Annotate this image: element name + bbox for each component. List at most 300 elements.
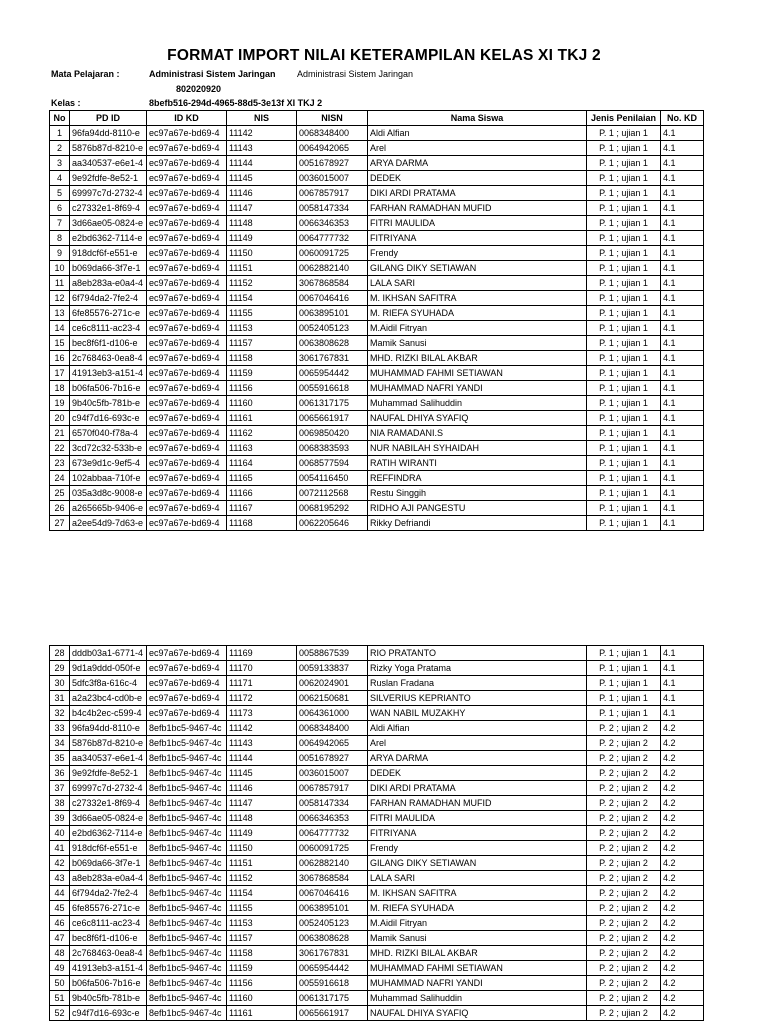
jenis-penilaian-cell: P. 2 ; ujian 2 <box>587 721 661 736</box>
row-number: 26 <box>50 501 70 516</box>
no-kd-cell: 4.2 <box>661 1006 704 1021</box>
nis-cell: 11153 <box>227 916 297 931</box>
mapel-code: 802020920 <box>176 84 222 94</box>
header-jenis-penilaian: Jenis Penilaian <box>587 111 661 126</box>
jenis-penilaian-cell: P. 1 ; ujian 1 <box>587 441 661 456</box>
pd-id-cell: e2bd6362-7114-e <box>70 231 147 246</box>
jenis-penilaian-cell: P. 1 ; ujian 1 <box>587 381 661 396</box>
jenis-penilaian-cell: P. 1 ; ujian 1 <box>587 411 661 426</box>
table-row <box>50 426 704 441</box>
nisn-cell: 3061767831 <box>297 946 368 961</box>
nisn-cell: 0036015007 <box>297 171 368 186</box>
no-kd-cell: 4.1 <box>661 216 704 231</box>
nis-cell: 11160 <box>227 991 297 1006</box>
nisn-cell: 0067857917 <box>297 186 368 201</box>
nama-siswa-cell: LALA SARI <box>368 276 587 291</box>
id-kd-cell: ec97a67e-bd69-4 <box>147 646 227 661</box>
nama-siswa-cell: MUHAMMAD FAHMI SETIAWAN <box>368 366 587 381</box>
jenis-penilaian-cell: P. 1 ; ujian 1 <box>587 156 661 171</box>
id-kd-cell: ec97a67e-bd69-4 <box>147 516 227 531</box>
table-row <box>50 156 704 171</box>
header-nama-siswa: Nama Siswa <box>368 111 587 126</box>
nama-siswa-cell: FITRI MAULIDA <box>368 811 587 826</box>
pd-id-cell: c27332e1-8f69-4 <box>70 201 147 216</box>
nama-siswa-cell: M.Aidil Fitryan <box>368 321 587 336</box>
pd-id-cell: 5dfc3f8a-616c-4 <box>70 676 147 691</box>
no-kd-cell: 4.2 <box>661 931 704 946</box>
header-nis: NIS <box>227 111 297 126</box>
nama-siswa-cell: REFFINDRA <box>368 471 587 486</box>
no-kd-cell: 4.1 <box>661 261 704 276</box>
pd-id-cell: 673e9d1c-9ef5-4 <box>70 456 147 471</box>
nis-cell: 11147 <box>227 201 297 216</box>
pd-id-cell: bec8f6f1-d106-e <box>70 931 147 946</box>
row-number: 41 <box>50 841 70 856</box>
row-number: 20 <box>50 411 70 426</box>
table-row <box>50 841 704 856</box>
nisn-cell: 0064942065 <box>297 736 368 751</box>
jenis-penilaian-cell: P. 1 ; ujian 1 <box>587 456 661 471</box>
pd-id-cell: c94f7d16-693c-e <box>70 411 147 426</box>
row-number: 9 <box>50 246 70 261</box>
jenis-penilaian-cell: P. 2 ; ujian 2 <box>587 976 661 991</box>
id-kd-cell: 8efb1bc5-9467-4c <box>147 991 227 1006</box>
id-kd-cell: 8efb1bc5-9467-4c <box>147 826 227 841</box>
jenis-penilaian-cell: P. 1 ; ujian 1 <box>587 186 661 201</box>
no-kd-cell: 4.1 <box>661 486 704 501</box>
table-row <box>50 276 704 291</box>
id-kd-cell: ec97a67e-bd69-4 <box>147 706 227 721</box>
nisn-cell: 0063895101 <box>297 901 368 916</box>
nisn-cell: 0062882140 <box>297 261 368 276</box>
table-row <box>50 931 704 946</box>
pd-id-cell: a8eb283a-e0a4-4 <box>70 276 147 291</box>
nis-cell: 11147 <box>227 796 297 811</box>
row-number: 3 <box>50 156 70 171</box>
id-kd-cell: ec97a67e-bd69-4 <box>147 456 227 471</box>
no-kd-cell: 4.2 <box>661 976 704 991</box>
row-number: 43 <box>50 871 70 886</box>
nama-siswa-cell: MUHAMMAD NAFRI YANDI <box>368 976 587 991</box>
no-kd-cell: 4.1 <box>661 411 704 426</box>
table-row <box>50 706 704 721</box>
nis-cell: 11162 <box>227 426 297 441</box>
nama-siswa-cell: DEDEK <box>368 766 587 781</box>
nis-cell: 11155 <box>227 901 297 916</box>
no-kd-cell: 4.1 <box>661 366 704 381</box>
row-number: 35 <box>50 751 70 766</box>
id-kd-cell: ec97a67e-bd69-4 <box>147 691 227 706</box>
jenis-penilaian-cell: P. 1 ; ujian 1 <box>587 306 661 321</box>
header-no-kd: No. KD <box>661 111 704 126</box>
nama-siswa-cell: Muhammad Salihuddin <box>368 991 587 1006</box>
nama-siswa-cell: Rikky Defriandi <box>368 516 587 531</box>
id-kd-cell: ec97a67e-bd69-4 <box>147 231 227 246</box>
jenis-penilaian-cell: P. 1 ; ujian 1 <box>587 501 661 516</box>
row-number: 4 <box>50 171 70 186</box>
nama-siswa-cell: RIDHO AJI PANGESTU <box>368 501 587 516</box>
row-number: 19 <box>50 396 70 411</box>
table-row <box>50 976 704 991</box>
no-kd-cell: 4.2 <box>661 721 704 736</box>
nama-siswa-cell: Rizky Yoga Pratama <box>368 661 587 676</box>
pd-id-cell: 9b40c5fb-781b-e <box>70 991 147 1006</box>
id-kd-cell: 8efb1bc5-9467-4c <box>147 841 227 856</box>
table-row <box>50 396 704 411</box>
row-number: 25 <box>50 486 70 501</box>
pd-id-cell: a8eb283a-e0a4-4 <box>70 871 147 886</box>
row-number: 22 <box>50 441 70 456</box>
nisn-cell: 0062882140 <box>297 856 368 871</box>
nis-cell: 11154 <box>227 291 297 306</box>
id-kd-cell: ec97a67e-bd69-4 <box>147 141 227 156</box>
nama-siswa-cell: Restu Singgih <box>368 486 587 501</box>
no-kd-cell: 4.1 <box>661 306 704 321</box>
jenis-penilaian-cell: P. 2 ; ujian 2 <box>587 961 661 976</box>
nis-cell: 11166 <box>227 486 297 501</box>
nis-cell: 11144 <box>227 751 297 766</box>
nisn-cell: 0062024901 <box>297 676 368 691</box>
table-row <box>50 336 704 351</box>
row-number: 5 <box>50 186 70 201</box>
nis-cell: 11143 <box>227 736 297 751</box>
table-row <box>50 291 704 306</box>
no-kd-cell: 4.1 <box>661 231 704 246</box>
nisn-cell: 0064777732 <box>297 826 368 841</box>
pd-id-cell: b06fa506-7b16-e <box>70 976 147 991</box>
nis-cell: 11154 <box>227 886 297 901</box>
no-kd-cell: 4.1 <box>661 156 704 171</box>
table-row <box>50 856 704 871</box>
nisn-cell: 0065661917 <box>297 411 368 426</box>
row-number: 12 <box>50 291 70 306</box>
no-kd-cell: 4.1 <box>661 351 704 366</box>
pd-id-cell: 3cd72c32-533b-e <box>70 441 147 456</box>
pd-id-cell: 3d66ae05-0824-e <box>70 216 147 231</box>
id-kd-cell: ec97a67e-bd69-4 <box>147 216 227 231</box>
row-number: 50 <box>50 976 70 991</box>
nama-siswa-cell: M. IKHSAN SAFITRA <box>368 886 587 901</box>
jenis-penilaian-cell: P. 1 ; ujian 1 <box>587 676 661 691</box>
nama-siswa-cell: NAUFAL DHIYA SYAFIQ <box>368 1006 587 1021</box>
pd-id-cell: 035a3d8c-9008-e <box>70 486 147 501</box>
nis-cell: 11159 <box>227 366 297 381</box>
nama-siswa-cell: M. IKHSAN SAFITRA <box>368 291 587 306</box>
jenis-penilaian-cell: P. 1 ; ujian 1 <box>587 261 661 276</box>
nama-siswa-cell: FITRIYANA <box>368 231 587 246</box>
nis-cell: 11150 <box>227 246 297 261</box>
nis-cell: 11158 <box>227 351 297 366</box>
row-number: 2 <box>50 141 70 156</box>
table-header-row <box>50 111 704 126</box>
row-number: 6 <box>50 201 70 216</box>
pd-id-cell: e2bd6362-7114-e <box>70 826 147 841</box>
nis-cell: 11161 <box>227 1006 297 1021</box>
row-number: 44 <box>50 886 70 901</box>
nisn-cell: 0058147334 <box>297 796 368 811</box>
no-kd-cell: 4.1 <box>661 706 704 721</box>
pd-id-cell: b4c4b2ec-c599-4 <box>70 706 147 721</box>
table-row <box>50 811 704 826</box>
kelas-value: 8befb516-294d-4965-88d5-3e13f XI TKJ 2 <box>149 98 323 108</box>
no-kd-cell: 4.2 <box>661 766 704 781</box>
id-kd-cell: 8efb1bc5-9467-4c <box>147 736 227 751</box>
nis-cell: 11144 <box>227 156 297 171</box>
id-kd-cell: 8efb1bc5-9467-4c <box>147 766 227 781</box>
table-row <box>50 886 704 901</box>
table-row <box>50 871 704 886</box>
nama-siswa-cell: GILANG DIKY SETIAWAN <box>368 261 587 276</box>
nisn-cell: 0062150681 <box>297 691 368 706</box>
nisn-cell: 0036015007 <box>297 766 368 781</box>
nama-siswa-cell: Aldi Alfian <box>368 126 587 141</box>
table-row <box>50 516 704 531</box>
table-row <box>50 486 704 501</box>
table-row <box>50 961 704 976</box>
jenis-penilaian-cell: P. 2 ; ujian 2 <box>587 781 661 796</box>
nama-siswa-cell: FARHAN RAMADHAN MUFID <box>368 201 587 216</box>
no-kd-cell: 4.2 <box>661 841 704 856</box>
nis-cell: 11169 <box>227 646 297 661</box>
table-row <box>50 306 704 321</box>
nama-siswa-cell: MUHAMMAD FAHMI SETIAWAN <box>368 961 587 976</box>
pd-id-cell: 3d66ae05-0824-e <box>70 811 147 826</box>
nama-siswa-cell: Muhammad Salihuddin <box>368 396 587 411</box>
nama-siswa-cell: Arel <box>368 736 587 751</box>
nisn-cell: 0055916618 <box>297 381 368 396</box>
table-row <box>50 721 704 736</box>
nis-cell: 11156 <box>227 976 297 991</box>
jenis-penilaian-cell: P. 1 ; ujian 1 <box>587 291 661 306</box>
no-kd-cell: 4.2 <box>661 796 704 811</box>
id-kd-cell: ec97a67e-bd69-4 <box>147 471 227 486</box>
no-kd-cell: 4.2 <box>661 751 704 766</box>
nis-cell: 11161 <box>227 411 297 426</box>
row-number: 21 <box>50 426 70 441</box>
id-kd-cell: 8efb1bc5-9467-4c <box>147 976 227 991</box>
no-kd-cell: 4.1 <box>661 426 704 441</box>
table-row <box>50 991 704 1006</box>
nama-siswa-cell: DIKI ARDI PRATAMA <box>368 186 587 201</box>
nama-siswa-cell: MHD. RIZKI BILAL AKBAR <box>368 351 587 366</box>
jenis-penilaian-cell: P. 1 ; ujian 1 <box>587 471 661 486</box>
nisn-cell: 0063895101 <box>297 306 368 321</box>
pd-id-cell: 69997c7d-2732-4 <box>70 186 147 201</box>
row-number: 15 <box>50 336 70 351</box>
pd-id-cell: 5876b87d-8210-e <box>70 141 147 156</box>
id-kd-cell: ec97a67e-bd69-4 <box>147 126 227 141</box>
nama-siswa-cell: FARHAN RAMADHAN MUFID <box>368 796 587 811</box>
table-row <box>50 826 704 841</box>
nisn-cell: 3061767831 <box>297 351 368 366</box>
row-number: 27 <box>50 516 70 531</box>
id-kd-cell: 8efb1bc5-9467-4c <box>147 931 227 946</box>
jenis-penilaian-cell: P. 2 ; ujian 2 <box>587 736 661 751</box>
nama-siswa-cell: DIKI ARDI PRATAMA <box>368 781 587 796</box>
pd-id-cell: ce6c8111-ac23-4 <box>70 916 147 931</box>
mapel-label: Mata Pelajaran : <box>51 69 120 79</box>
no-kd-cell: 4.1 <box>661 501 704 516</box>
no-kd-cell: 4.1 <box>661 441 704 456</box>
id-kd-cell: 8efb1bc5-9467-4c <box>147 1006 227 1021</box>
nisn-cell: 0068383593 <box>297 441 368 456</box>
nama-siswa-cell: NUR NABILAH SYHAIDAH <box>368 441 587 456</box>
no-kd-cell: 4.1 <box>661 276 704 291</box>
nisn-cell: 0065661917 <box>297 1006 368 1021</box>
nis-cell: 11142 <box>227 126 297 141</box>
row-number: 10 <box>50 261 70 276</box>
id-kd-cell: ec97a67e-bd69-4 <box>147 321 227 336</box>
nisn-cell: 0059133837 <box>297 661 368 676</box>
nisn-cell: 0052405123 <box>297 321 368 336</box>
id-kd-cell: 8efb1bc5-9467-4c <box>147 811 227 826</box>
row-number: 24 <box>50 471 70 486</box>
nisn-cell: 3067868584 <box>297 871 368 886</box>
jenis-penilaian-cell: P. 1 ; ujian 1 <box>587 366 661 381</box>
pd-id-cell: 918dcf6f-e551-e <box>70 246 147 261</box>
nis-cell: 11146 <box>227 781 297 796</box>
id-kd-cell: ec97a67e-bd69-4 <box>147 336 227 351</box>
id-kd-cell: ec97a67e-bd69-4 <box>147 441 227 456</box>
nisn-cell: 0067046416 <box>297 886 368 901</box>
no-kd-cell: 4.2 <box>661 886 704 901</box>
pd-id-cell: a2ee54d9-7d63-e <box>70 516 147 531</box>
table-row <box>50 736 704 751</box>
header-no: No <box>50 111 70 126</box>
jenis-penilaian-cell: P. 1 ; ujian 1 <box>587 646 661 661</box>
row-number: 34 <box>50 736 70 751</box>
no-kd-cell: 4.2 <box>661 856 704 871</box>
jenis-penilaian-cell: P. 2 ; ujian 2 <box>587 841 661 856</box>
pd-id-cell: b06fa506-7b16-e <box>70 381 147 396</box>
no-kd-cell: 4.2 <box>661 811 704 826</box>
nis-cell: 11157 <box>227 336 297 351</box>
nis-cell: 11146 <box>227 186 297 201</box>
row-number: 16 <box>50 351 70 366</box>
header-id-kd: ID KD <box>147 111 227 126</box>
jenis-penilaian-cell: P. 2 ; ujian 2 <box>587 751 661 766</box>
jenis-penilaian-cell: P. 1 ; ujian 1 <box>587 706 661 721</box>
nis-cell: 11152 <box>227 276 297 291</box>
mapel-value-2: Administrasi Sistem Jaringan <box>297 69 414 79</box>
nis-cell: 11151 <box>227 261 297 276</box>
id-kd-cell: ec97a67e-bd69-4 <box>147 486 227 501</box>
nisn-cell: 0060091725 <box>297 841 368 856</box>
pd-id-cell: 5876b87d-8210-e <box>70 736 147 751</box>
nis-cell: 11167 <box>227 501 297 516</box>
pd-id-cell: 6f794da2-7fe2-4 <box>70 291 147 306</box>
row-number: 28 <box>50 646 70 661</box>
pd-id-cell: a265665b-9406-e <box>70 501 147 516</box>
row-number: 48 <box>50 946 70 961</box>
jenis-penilaian-cell: P. 1 ; ujian 1 <box>587 201 661 216</box>
nisn-cell: 0062205646 <box>297 516 368 531</box>
jenis-penilaian-cell: P. 1 ; ujian 1 <box>587 231 661 246</box>
table-row <box>50 351 704 366</box>
no-kd-cell: 4.1 <box>661 126 704 141</box>
row-number: 31 <box>50 691 70 706</box>
grade-table-2 <box>49 645 704 1021</box>
row-number: 42 <box>50 856 70 871</box>
nis-cell: 11173 <box>227 706 297 721</box>
jenis-penilaian-cell: P. 1 ; ujian 1 <box>587 691 661 706</box>
jenis-penilaian-cell: P. 1 ; ujian 1 <box>587 141 661 156</box>
pd-id-cell: dddb03a1-6771-4 <box>70 646 147 661</box>
nis-cell: 11151 <box>227 856 297 871</box>
nisn-cell: 0051678927 <box>297 751 368 766</box>
table-row <box>50 766 704 781</box>
nisn-cell: 0058867539 <box>297 646 368 661</box>
id-kd-cell: ec97a67e-bd69-4 <box>147 501 227 516</box>
nama-siswa-cell: RATIH WIRANTI <box>368 456 587 471</box>
no-kd-cell: 4.1 <box>661 291 704 306</box>
nis-cell: 11143 <box>227 141 297 156</box>
table-row <box>50 141 704 156</box>
jenis-penilaian-cell: P. 1 ; ujian 1 <box>587 126 661 141</box>
id-kd-cell: 8efb1bc5-9467-4c <box>147 916 227 931</box>
nis-cell: 11158 <box>227 946 297 961</box>
row-number: 37 <box>50 781 70 796</box>
row-number: 40 <box>50 826 70 841</box>
jenis-penilaian-cell: P. 1 ; ujian 1 <box>587 396 661 411</box>
pd-id-cell: c27332e1-8f69-4 <box>70 796 147 811</box>
table-row <box>50 411 704 426</box>
pd-id-cell: 102abbaa-710f-e <box>70 471 147 486</box>
row-number: 45 <box>50 901 70 916</box>
no-kd-cell: 4.1 <box>661 141 704 156</box>
id-kd-cell: 8efb1bc5-9467-4c <box>147 751 227 766</box>
no-kd-cell: 4.2 <box>661 901 704 916</box>
header-nisn: NISN <box>297 111 368 126</box>
id-kd-cell: ec97a67e-bd69-4 <box>147 426 227 441</box>
table-row <box>50 246 704 261</box>
row-number: 23 <box>50 456 70 471</box>
table-row <box>50 231 704 246</box>
nisn-cell: 0063808628 <box>297 336 368 351</box>
nisn-cell: 0072112568 <box>297 486 368 501</box>
nama-siswa-cell: NAUFAL DHIYA SYAFIQ <box>368 411 587 426</box>
nisn-cell: 3067868584 <box>297 276 368 291</box>
row-number: 14 <box>50 321 70 336</box>
id-kd-cell: 8efb1bc5-9467-4c <box>147 781 227 796</box>
pd-id-cell: b069da66-3f7e-1 <box>70 856 147 871</box>
table-row <box>50 946 704 961</box>
nama-siswa-cell: WAN NABIL MUZAKHY <box>368 706 587 721</box>
table-row <box>50 691 704 706</box>
jenis-penilaian-cell: P. 1 ; ujian 1 <box>587 246 661 261</box>
nisn-cell: 0065954442 <box>297 961 368 976</box>
row-number: 29 <box>50 661 70 676</box>
nama-siswa-cell: ARYA DARMA <box>368 156 587 171</box>
nis-cell: 11149 <box>227 826 297 841</box>
no-kd-cell: 4.1 <box>661 661 704 676</box>
row-number: 8 <box>50 231 70 246</box>
nama-siswa-cell: Mamik Sanusi <box>368 931 587 946</box>
table-row <box>50 456 704 471</box>
jenis-penilaian-cell: P. 2 ; ujian 2 <box>587 916 661 931</box>
jenis-penilaian-cell: P. 1 ; ujian 1 <box>587 276 661 291</box>
row-number: 51 <box>50 991 70 1006</box>
jenis-penilaian-cell: P. 1 ; ujian 1 <box>587 216 661 231</box>
nis-cell: 11148 <box>227 216 297 231</box>
kelas-label: Kelas : <box>51 98 81 108</box>
id-kd-cell: 8efb1bc5-9467-4c <box>147 886 227 901</box>
pd-id-cell: 9b40c5fb-781b-e <box>70 396 147 411</box>
no-kd-cell: 4.2 <box>661 871 704 886</box>
id-kd-cell: ec97a67e-bd69-4 <box>147 676 227 691</box>
nama-siswa-cell: GILANG DIKY SETIAWAN <box>368 856 587 871</box>
id-kd-cell: ec97a67e-bd69-4 <box>147 351 227 366</box>
